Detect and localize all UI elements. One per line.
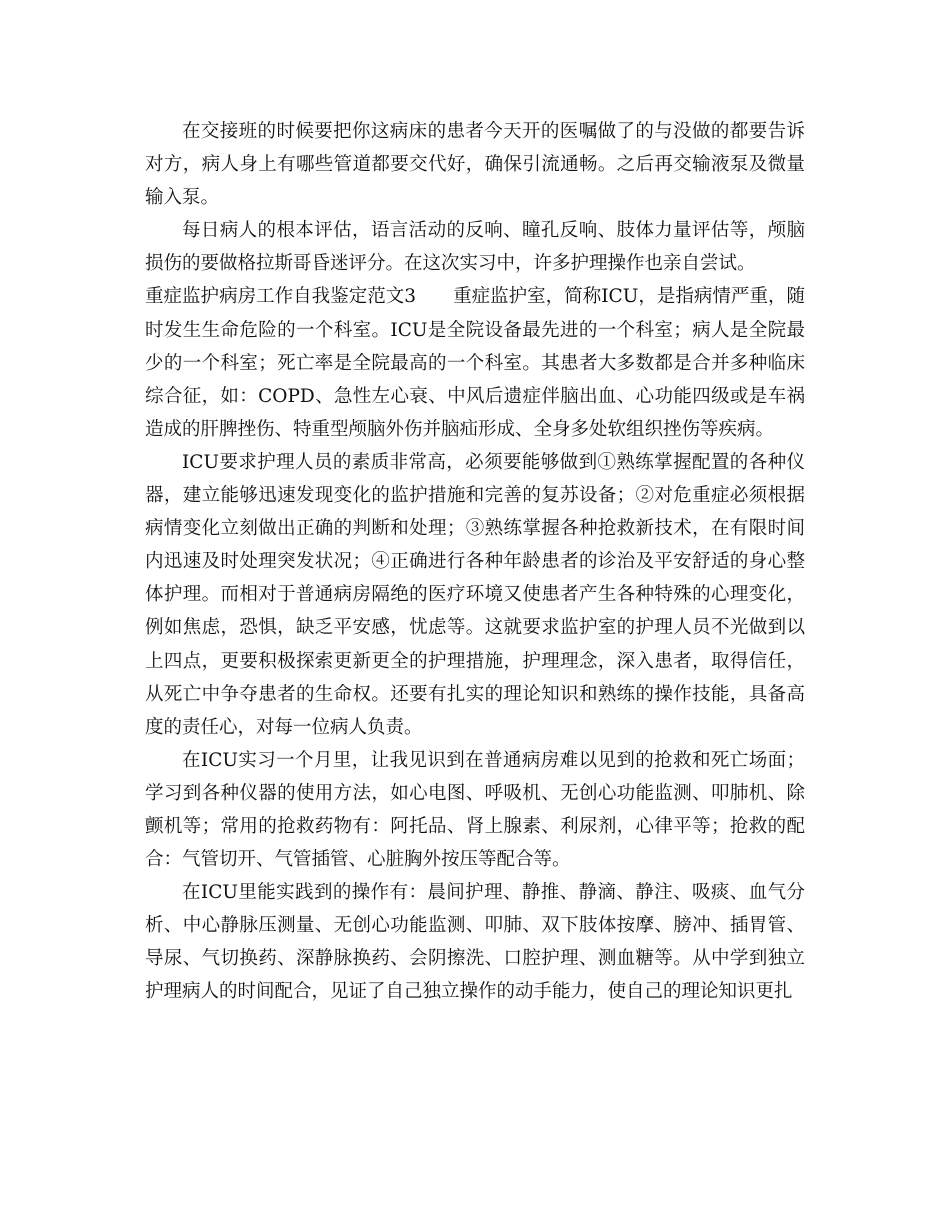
- section-intro-text: 重症监护室，简称ICU，是指病情严重，随时发生生命危险的一个科室。ICU是全院设备最先进的一个科室；病人是全院最少的一个科室；死亡率是全院最高的一个科室。其患者大多数都是合并多种临床综合征，如：COPD、急性左心衰、中风后遗症伴脑出血、心功能四级或是车祸造成的肝脾挫伤、特重型颅脑外伤并脑疝形成、全身多处软组织挫伤等疾病。: [145, 286, 805, 440]
- paragraph-icu-requirements: ICU要求护理人员的素质非常高，必须要能够做到①熟练掌握配置的各种仪器，建立能够迅速发现变化的监护措施和完善的复苏设备；②对危重症必须根据病情变化立刻做出正确的判断和处理；③熟练掌握各种抢救新技术，在有限时间内迅速及时处理突发状况；④正确进行各种年龄患者的诊治及平安舒适的身心整体护理。而相对于普通病房隔绝的医疗环境又使患者产生各种特殊的心理变化，例如焦虑，恐惧，缺乏平安感，忧虑等。这就要求监护室的护理人员不光做到以上四点，更要积极探索更新更全的护理措施，护理理念，深入患者，取得信任，从死亡中争夺患者的生命权。还要有扎实的理论知识和熟练的操作技能，具备高度的责任心，对每一位病人负责。: [145, 451, 805, 738]
- paragraph-icu-operations: 在ICU里能实践到的操作有：晨间护理、静推、静滴、静注、吸痰、血气分析、中心静脉压测量、无创心功能监测、叩肺、双下肢体按摩、膀冲、插胃管、导尿、气切换药、深静脉换药、会阴擦洗、口腔护理、测血糖等。从中学到独立护理病人的时间配合，见证了自己独立操作的动手能力，使自己的理论知识更扎: [145, 882, 805, 1003]
- paragraph-handover: 在交接班的时候要把你这病床的患者今天开的医嘱做了的与没做的都要告诉对方，病人身上有哪些管道都要交代好，确保引流通畅。之后再交输液泵及微量输入泵。: [145, 121, 805, 209]
- document-body: [145, 115, 805, 1009]
- paragraph-icu-experience: 在ICU实习一个月里，让我见识到在普通病房难以见到的抢救和死亡场面；学习到各种仪器的使用方法，如心电图、呼吸机、无创心功能监测、叩肺机、除颤机等；常用的抢救药物有：阿托品、肾上腺素、利尿剂，心律平等；抢救的配合：气管切开、气管插管、心脏胸外按压等配合等。: [145, 749, 805, 871]
- section-gap: [416, 286, 453, 307]
- section-title: 重症监护病房工作自我鉴定范文3: [145, 286, 417, 308]
- section-paragraph: [145, 280, 805, 445]
- paragraph-daily-assessment: 每日病人的根本评估，语言活动的反响、瞳孔反响、肢体力量评估等，颅脑损伤的要做格拉斯哥昏迷评分。在这次实习中，许多护理操作也亲自尝试。: [145, 220, 805, 275]
